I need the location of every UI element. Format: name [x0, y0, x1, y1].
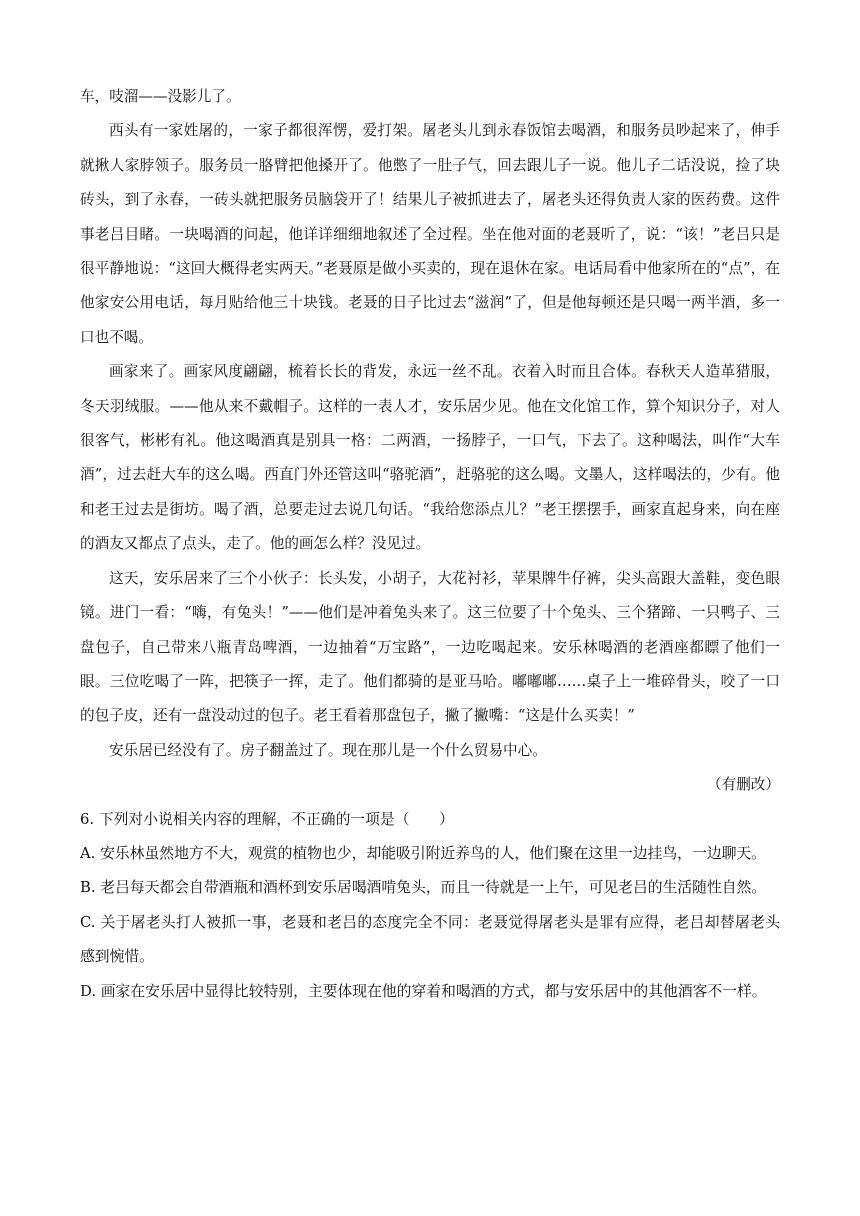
- question-stem: 6. 下列对小说相关内容的理解，不正确的一项是（ ）: [80, 810, 454, 828]
- option-a: A. 安乐林虽然地方不大，观赏的植物也少，却能吸引附近养鸟的人，他们聚在这里一边挂鸟，一边聊天。: [80, 844, 766, 862]
- passage-paragraph-1: 西头有一家姓屠的，一家子都很浑愣，爱打架。屠老头儿到永春饭馆去喝酒，和服务员吵起来了，伸手就揪人家脖领子。服务员一胳臂把他搡开了。他憋了一肚子气，回去跟儿子一说。他儿子二话没说，捡了块砖头，到了永春，一砖头就把服务员脑袋开了！结果儿子被抓进去了，屠老头还得负责人家的医药费。这件事老吕目睹。一块喝酒的问起，他详详细细地叙述了全过程。坐在他对面的老聂听了，说：“该！”老吕只是很平静地说：“这回大概得老实两天。”老聂原是做小买卖的，现在退休在家。电话局看中他家所在的“点”，在他家安公用电话，每月贴给他三十块钱。老聂的日子比过去“滋润”了，但是他每顿还是只喝一两半酒，多一口也不喝。: [80, 122, 780, 346]
- option-d: D. 画家在安乐居中显得比较特别，主要体现在他的穿着和喝酒的方式，都与安乐居中的其他酒客不一样。: [80, 982, 767, 1000]
- option-c: C. 关于屠老头打人被抓一事，老聂和老吕的态度完全不同：老聂觉得屠老头是罪有应得，老吕却替屠老头感到惋惜。: [80, 913, 780, 966]
- passage-paragraph-2: 画家来了。画家风度翩翩，梳着长长的背发，永远一丝不乱。衣着入时而且合体。春秋天人造革猎服，冬天羽绒服。——他从来不戴帽子。这样的一表人才，安乐居少见。他在文化馆工作，算个知识分子，对人很客气，彬彬有礼。他这喝酒真是别具一格：二两酒，一扬脖子，一口气，下去了。这种喝法，叫作“大车酒”，过去赶大车的这么喝。西直门外还管这叫“骆驼酒”，赶骆驼的这么喝。文墨人，这样喝法的，少有。他和老王过去是街坊。喝了酒，总要走过去说几句话。“我给您添点儿？”老王摆摆手，画家直起身来，向在座的酒友又都点了点头，走了。他的画怎么样？没见过。: [80, 363, 780, 553]
- document-page: [80, 80, 780, 1009]
- passage-paragraph-3: 这天，安乐居来了三个小伙子：长头发，小胡子，大花衬衫，苹果牌牛仔裤，尖头高跟大盖鞋，变色眼镜。进门一看：“嗨，有兔头！”——他们是冲着兔头来了。这三位要了十个兔头、三个猪蹄、一只鸭子、三盘包子，自己带来八瓶青岛啤酒，一边抽着“万宝路”，一边吃喝起来。安乐林喝酒的老酒座都瞟了他们一眼。三位吃喝了一阵，把筷子一挥，走了。他们都骑的是亚马哈。嘟嘟嘟……桌子上一堆碎骨头，咬了一口的包子皮，还有一盘没动过的包子。老王看着那盘包子，撇了撇嘴：“这是什么买卖！”: [80, 569, 780, 725]
- option-b: B. 老吕每天都会自带酒瓶和酒杯到安乐居喝酒啃兔头，而且一待就是一上午，可见老吕的生活随性自然。: [80, 879, 767, 897]
- passage-paragraph-0: 车，吱溜——没影儿了。: [80, 88, 241, 105]
- passage-paragraph-4: 安乐居已经没有了。房子翻盖过了。现在那儿是一个什么贸易中心。: [109, 741, 547, 759]
- source-note: （有删改）: [707, 776, 780, 794]
- question-block: [80, 803, 780, 1010]
